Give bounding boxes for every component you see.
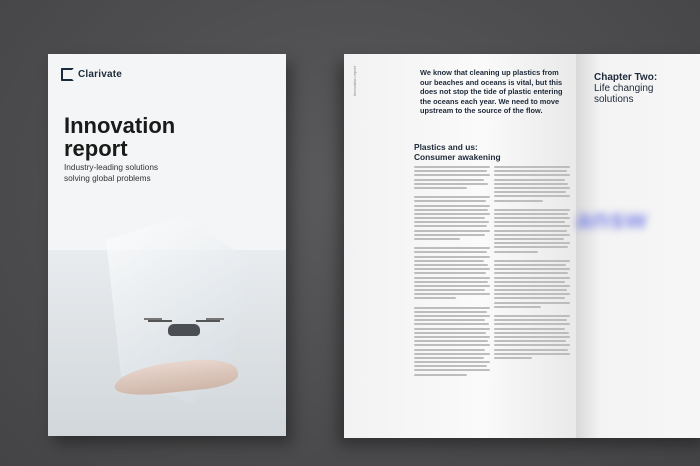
- section-heading-line2: Consumer awakening: [414, 152, 501, 162]
- chapter-subtitle-line2: solutions: [594, 94, 634, 105]
- cover-subtitle-line2: solving global problems: [64, 173, 151, 183]
- cover-title-line1: Innovation: [64, 113, 176, 138]
- blurred-word: answ: [576, 204, 648, 234]
- running-head: Innovation report: [352, 66, 357, 97]
- brand-logo: [61, 68, 122, 81]
- logo-icon: [61, 68, 74, 81]
- chapter-subtitle-line1: Life changing: [594, 83, 654, 94]
- section-heading-line1: Plastics and us:: [414, 142, 478, 152]
- right-page: [576, 54, 700, 438]
- report-cover: [48, 54, 286, 436]
- chapter-heading: [594, 72, 700, 105]
- cover-subtitle: [64, 162, 214, 184]
- brand-name: Clarivate: [78, 69, 123, 80]
- cover-title-line2: report: [64, 136, 128, 161]
- body-column-right: [494, 166, 570, 361]
- drone-icon: [144, 316, 224, 342]
- body-column-left: [414, 166, 490, 378]
- section-heading: [414, 142, 534, 162]
- open-booklet: [344, 54, 700, 438]
- chapter-title: Chapter Two:: [594, 72, 658, 83]
- pull-quote: We know that cleaning up plastics from our beaches and oceans is vital, but this does not stop the tide of plastic entering the oceans each year. We need to move upstream to the source of the flow.: [420, 68, 563, 116]
- cover-subtitle-line1: Industry-leading solutions: [64, 162, 159, 172]
- cover-title: [64, 114, 264, 160]
- left-page: [344, 54, 576, 438]
